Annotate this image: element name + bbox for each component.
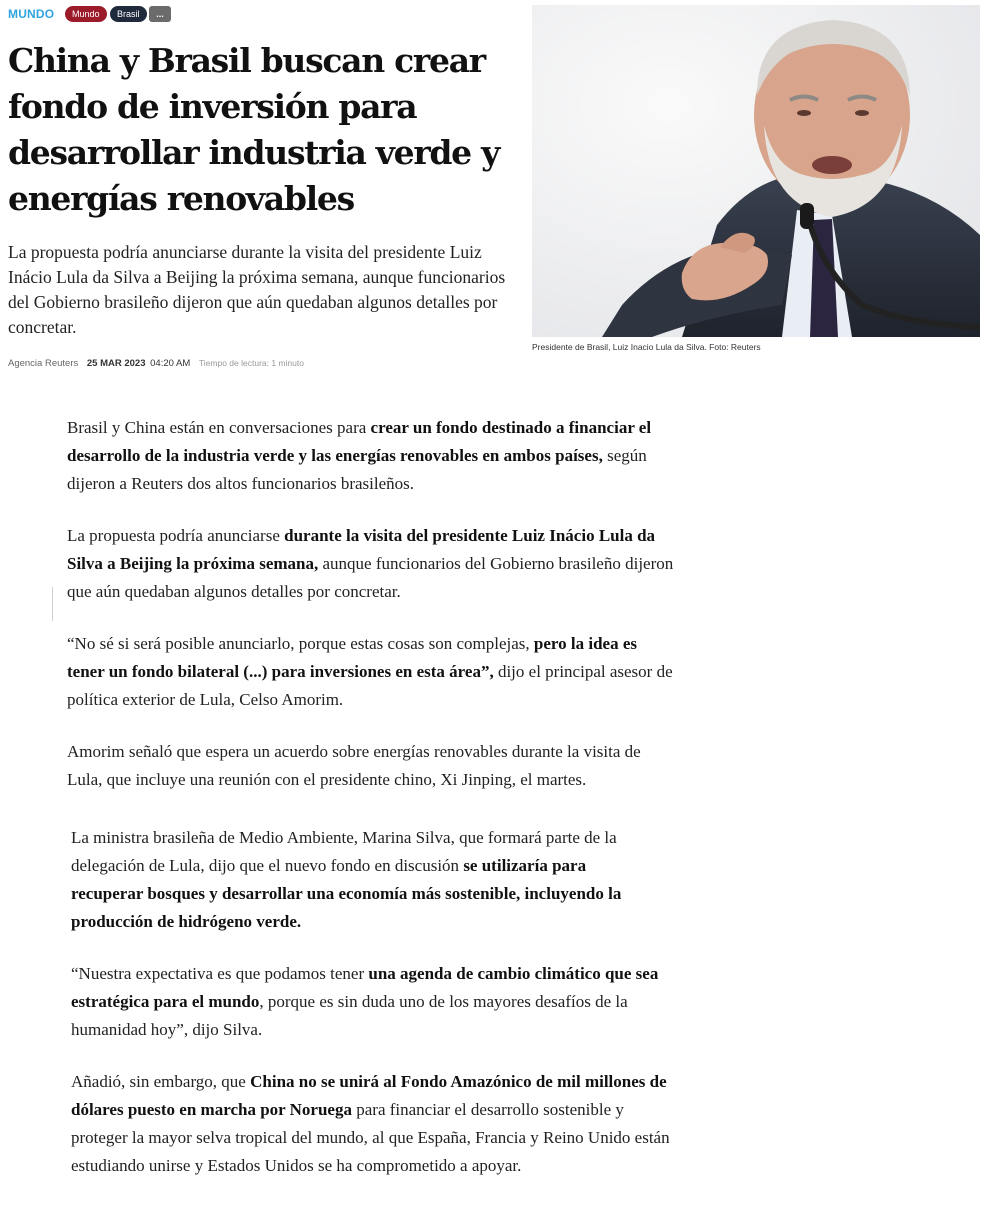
body-paragraph: “No sé si será posible anunciarlo, porque estas cosas son complejas, pero la idea es tener un fondo bilateral (...) para inversiones en esta área”, dijo el principal asesor de política exterior de Lula, Celso Amorim. xyxy=(67,634,673,709)
photo-caption: Presidente de Brasil, Luiz Inacio Lula da Silva. Foto: Reuters xyxy=(532,342,761,352)
article-summary: La propuesta podría anunciarse durante la visita del presidente Luiz Inácio Lula da Silva a Beijing la próxima semana, aunque funcionarios del Gobierno brasileño dijeron que aún quedaban algunos detalles por concretar. xyxy=(8,242,506,337)
quote-divider xyxy=(52,587,53,621)
body-paragraph: La propuesta podría anunciarse durante la visita del presidente Luiz Inácio Lula da Silva a Beijing la próxima semana, aunque funcionarios del Gobierno brasileño dijeron que aún quedaban algunos detalles por concretar. xyxy=(67,526,674,601)
tag-brasil[interactable]: Brasil xyxy=(110,6,147,22)
body-paragraph: La ministra brasileña de Medio Ambiente, Marina Silva, que formará parte de la delegación de Lula, dijo que el nuevo fondo en discusión se utilizaría para recuperar bosques y desarrollar una economía más sostenible, incluyendo la producción de hidrógeno verde. xyxy=(71,828,622,931)
article-headline: China y Brasil buscan crear fondo de inversión para desarrollar industria verde y energías renovables xyxy=(8,41,499,218)
more-tags-button[interactable]: ... xyxy=(149,6,171,22)
reading-time: Tiempo de lectura: 1 minuto xyxy=(198,358,304,368)
section-label[interactable]: MUNDO xyxy=(8,7,55,21)
author[interactable]: Agencia Reuters xyxy=(8,358,79,369)
body-paragraph: Brasil y China están en conversaciones para crear un fondo destinado a financiar el desarrollo de la industria verde y las energías renovables en ambos países, según dijeron a Reuters dos altos funcionarios brasileños. xyxy=(67,418,652,493)
article-photo[interactable] xyxy=(532,5,980,337)
body-paragraph: Amorim señaló que espera un acuerdo sobre energías renovables durante la visita de Lula, que incluye una reunión con el presidente chino, Xi Jinping, el martes. xyxy=(67,742,641,789)
body-paragraph: “Nuestra expectativa es que podamos tener una agenda de cambio climático que sea estratégica para el mundo, porque es sin duda uno de los mayores desafíos de la humanidad hoy”, dijo Silva. xyxy=(71,964,659,1039)
byline xyxy=(8,358,304,369)
portrait-illustration xyxy=(532,5,980,337)
publish-date: 25 MAR 2023 xyxy=(86,358,146,369)
body-paragraph: Añadió, sin embargo, que China no se unirá al Fondo Amazónico de mil millones de dólares puesto en marcha por Noruega para financiar el desarrollo sostenible y proteger la mayor selva tropical del mundo, al que España, Francia y Reino Unido están estudiando unirse y Estados Unidos se ha comprometido a apoyar. xyxy=(71,1072,670,1175)
publish-time: 04:20 AM xyxy=(150,358,191,369)
tag-mundo[interactable]: Mundo xyxy=(65,6,107,22)
